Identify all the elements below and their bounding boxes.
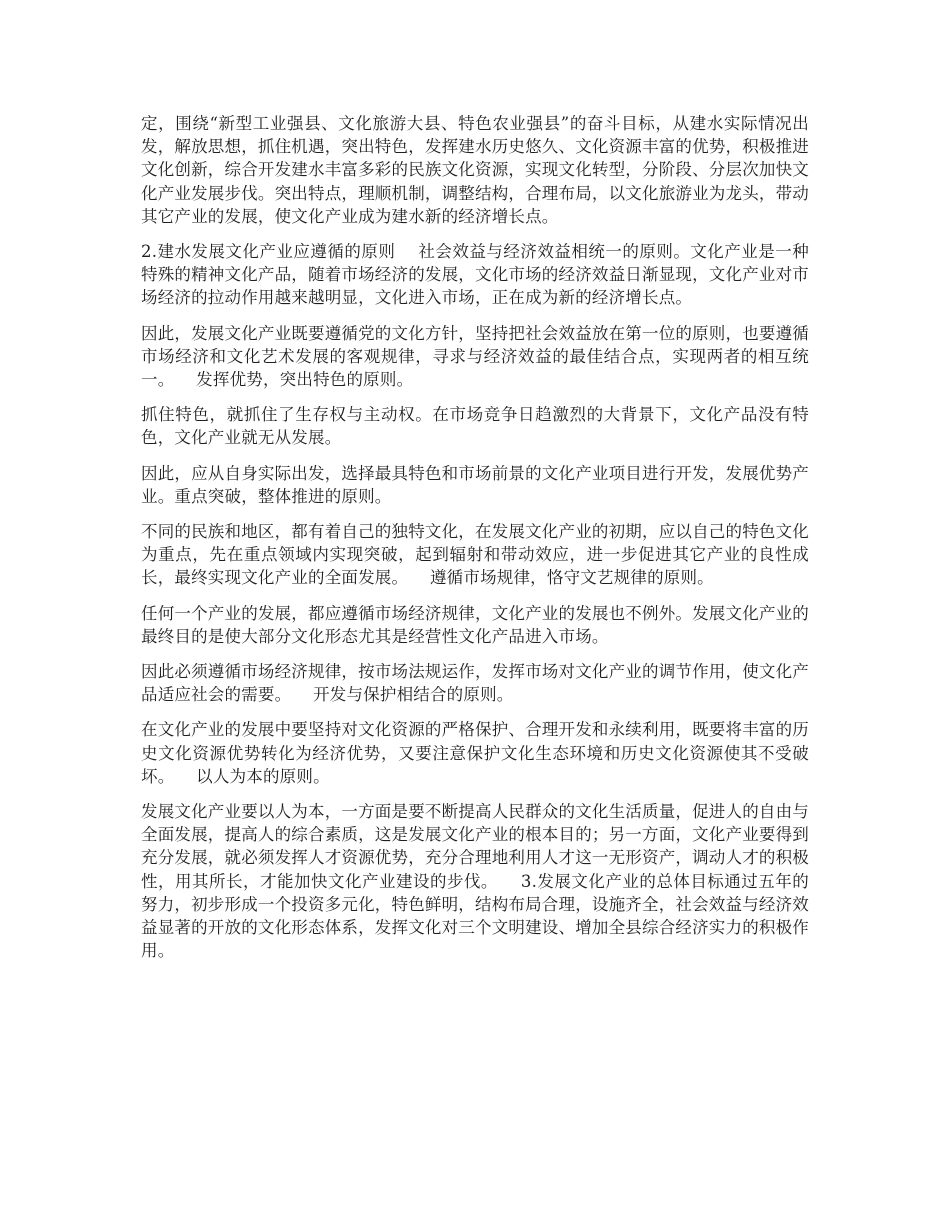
paragraph-2: 2.建水发展文化产业应遵循的原则 社会效益与经济效益相统一的原则。文化产业是一种特殊的精神文化产品，随着市场经济的发展，文化市场的经济效益日渐显现，文化产业对市场经济的拉动作用越来越明显，文化进入市场，正在成为新的经济增长点。: [141, 242, 809, 308]
paragraph-1: 定，围绕“新型工业强县、文化旅游大县、特色农业强县”的奋斗目标，从建水实际情况出发，解放思想，抓住机遇，突出特色，发挥建水历史悠久、文化资源丰富的优势，积极推进文化创新，综合开发建水丰富多彩的民族文化资源，实现文化转型，分阶段、分层次加快文化产业发展步伐。突出特点，理顺机制，调整结构，合理布局，以文化旅游业为龙头，带动其它产业的发展，使文化产业成为建水新的经济增长点。: [141, 114, 809, 226]
paragraph-9: 在文化产业的发展中要坚持对文化资源的严格保护、合理开发和永续利用，既要将丰富的历史文化资源优势转化为经济优势，又要注意保护文化生态环境和历史文化资源使其不受破坏。 以人为本的原则。: [141, 720, 809, 786]
paragraph-8: 因此必须遵循市场经济规律，按市场法规运作，发挥市场对文化产业的调节作用，使文化产品适应社会的需要。 开发与保护相结合的原则。: [141, 662, 809, 705]
document-body: [141, 112, 809, 975]
paragraph-7: 任何一个产业的发展，都应遵循市场经济规律，文化产业的发展也不例外。发展文化产业的最终目的是使大部分文化形态尤其是经营性文化产品进入市场。: [141, 603, 809, 646]
paragraph-3: 因此，发展文化产业既要遵循党的文化方针，坚持把社会效益放在第一位的原则，也要遵循市场经济和文化艺术发展的客观规律，寻求与经济效益的最佳结合点，实现两者的相互统一。 发挥优势，突出特色的原则。: [141, 323, 809, 390]
paragraph-10: 发展文化产业要以人为本，一方面是要不断提高人民群众的文化生活质量，促进人的自由与全面发展，提高人的综合素质，这是发展文化产业的根本目的；另一方面，文化产业要得到充分发展，就必须发挥人才资源优势，充分合理地利用人才这一无形资产，调动人才的积极性，用其所长，才能加快文化产业建设的步伐。 3.发展文化产业的总体目标通过五年的努力，初步形成一个投资多元化，特色鲜明，结构布局合理，设施齐全，社会效益与经济效益显著的开放的文化形态体系，发挥文化对三个文明建设、增加全县综合经济实力的积极作用。: [141, 802, 809, 961]
paragraph-4: 抓住特色，就抓住了生存权与主动权。在市场竞争日趋激烈的大背景下，文化产品没有特色，文化产业就无从发展。: [141, 405, 809, 448]
paragraph-6: 不同的民族和地区，都有着自己的独特文化，在发展文化产业的初期，应以自己的特色文化为重点，先在重点领域内实现突破，起到辐射和带动效应，进一步促进其它产业的良性成长，最终实现文化产业的全面发展。 遵循市场规律，恪守文艺规律的原则。: [141, 522, 809, 588]
paragraph-5: 因此，应从自身实际出发，选择最具特色和市场前景的文化产业项目进行开发，发展优势产业。重点突破，整体推进的原则。: [141, 463, 809, 506]
